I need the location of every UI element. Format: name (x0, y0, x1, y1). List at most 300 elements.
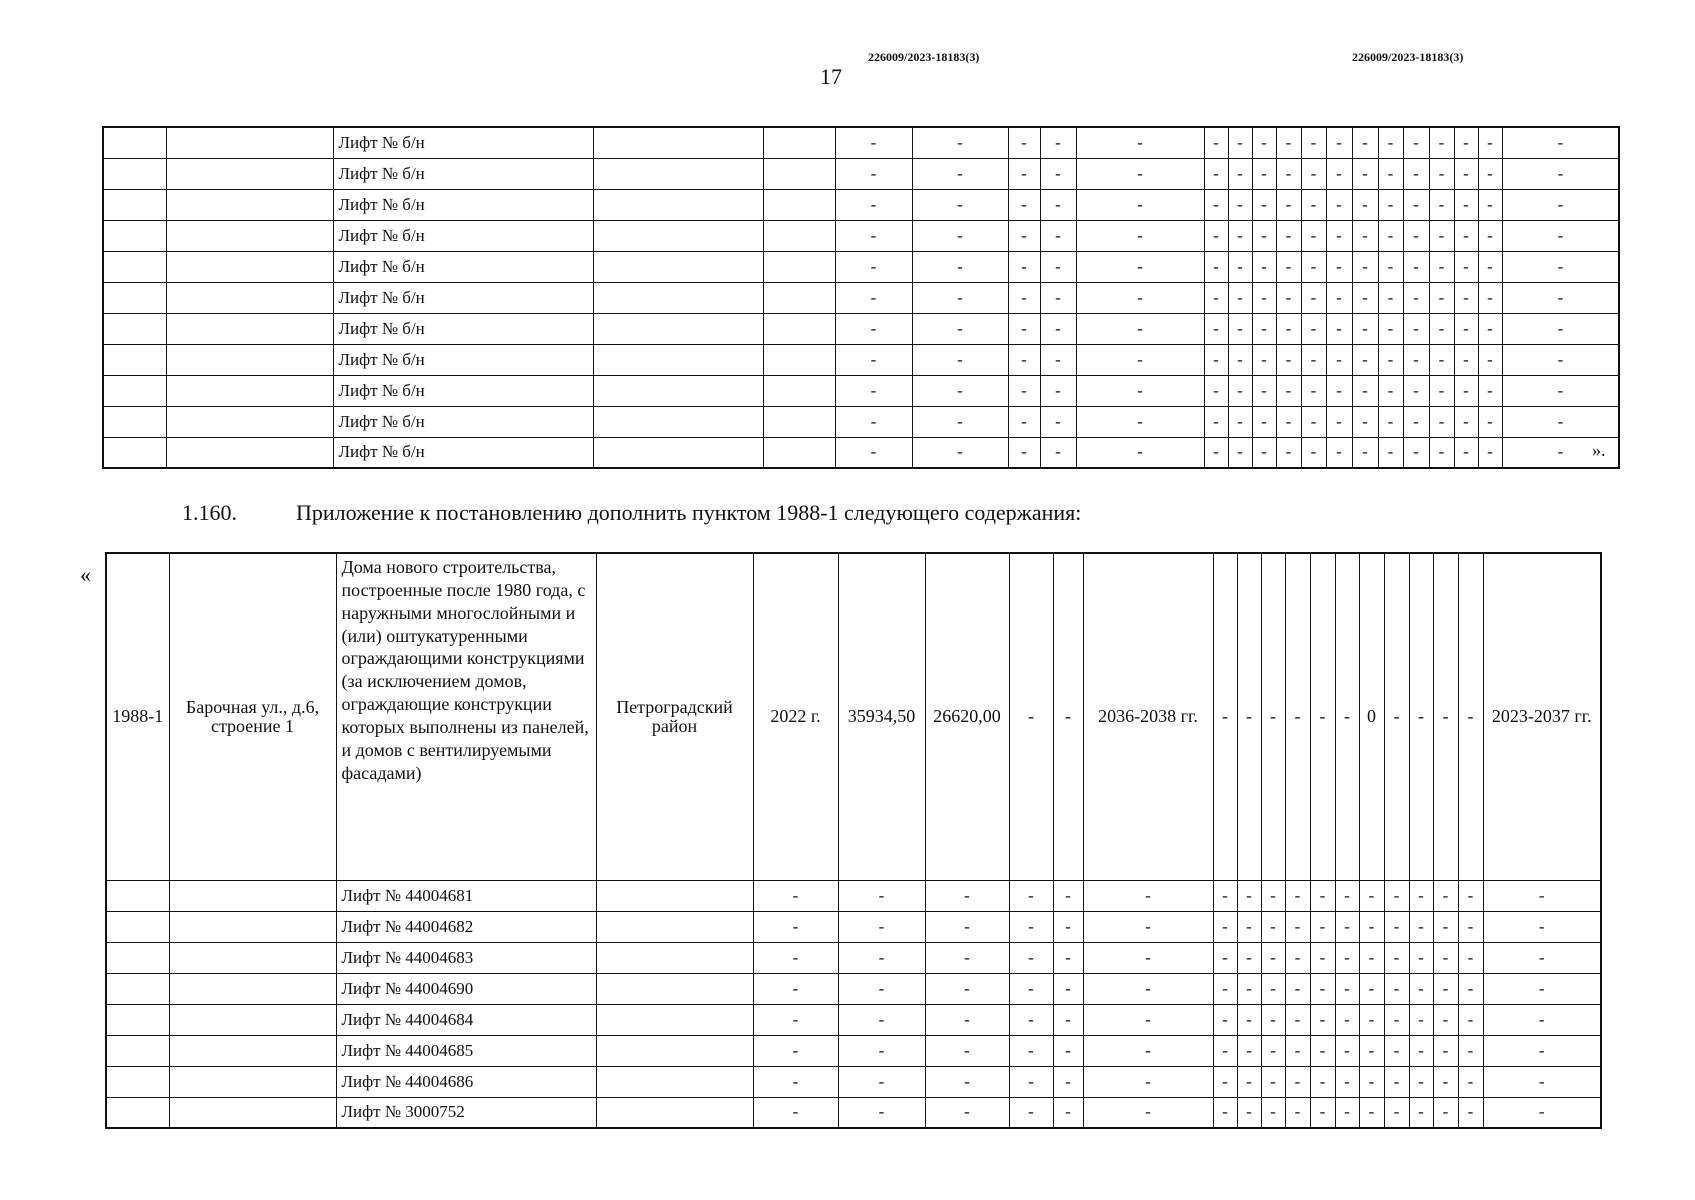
cell: - (1252, 158, 1276, 189)
cell: - (1008, 158, 1040, 189)
cell: - (1384, 1035, 1409, 1066)
cell: - (1213, 1066, 1237, 1097)
cell: - (1252, 375, 1276, 406)
cell: - (838, 942, 925, 973)
empty-cell (166, 344, 333, 375)
cell: - (1384, 973, 1409, 1004)
cell: - (1335, 973, 1359, 1004)
cell: - (1237, 1097, 1261, 1128)
cell: - (1228, 344, 1252, 375)
cell: - (1261, 942, 1285, 973)
cell: - (925, 942, 1009, 973)
cell: - (1359, 911, 1384, 942)
cell: - (1285, 1035, 1310, 1066)
cell: - (1378, 220, 1403, 251)
district: Петроградский район (596, 553, 753, 880)
cell: - (1228, 220, 1252, 251)
cell: - (1301, 282, 1326, 313)
cell: - (1352, 189, 1378, 220)
lift-name: Лифт № б/н (333, 344, 593, 375)
empty-cell (103, 344, 166, 375)
empty-cell (166, 282, 333, 313)
cell: - (1335, 911, 1359, 942)
cell: - (925, 880, 1009, 911)
cell: - (1285, 911, 1310, 942)
cell: - (1213, 1004, 1237, 1035)
cell: - (1335, 942, 1359, 973)
cell: - (1409, 942, 1433, 973)
cell: - (1228, 282, 1252, 313)
building-row (106, 553, 1601, 880)
cell: - (1237, 880, 1261, 911)
cell: - (1053, 911, 1083, 942)
cell: - (912, 406, 1008, 437)
cell (763, 251, 835, 282)
cell: - (1403, 189, 1429, 220)
cell: - (912, 375, 1008, 406)
cell: - (1478, 220, 1502, 251)
cell: - (1478, 282, 1502, 313)
cell: - (1378, 375, 1403, 406)
cell (596, 1097, 753, 1128)
cell: - (1384, 1097, 1409, 1128)
cell: - (1252, 437, 1276, 468)
cell: - (1483, 1066, 1601, 1097)
cell: - (1454, 406, 1478, 437)
cell: - (1237, 1004, 1261, 1035)
cell: - (1276, 313, 1301, 344)
table-row (103, 437, 1619, 468)
cell: - (1483, 1004, 1601, 1035)
cell: - (1276, 406, 1301, 437)
cell: - (1228, 375, 1252, 406)
cell: - (1076, 158, 1204, 189)
cell: - (1040, 313, 1076, 344)
cell: - (912, 282, 1008, 313)
cell: - (1352, 251, 1378, 282)
cell: - (1213, 1035, 1237, 1066)
lift-name: Лифт № б/н (333, 437, 593, 468)
cell: - (1204, 189, 1228, 220)
cell: - (1252, 220, 1276, 251)
cell: - (835, 220, 912, 251)
cell: - (1261, 1004, 1285, 1035)
cell: - (1433, 911, 1458, 942)
empty-cell (106, 1066, 169, 1097)
cell: - (1483, 1097, 1601, 1128)
cell: - (1429, 344, 1454, 375)
cell: - (1261, 1066, 1285, 1097)
empty-cell (103, 375, 166, 406)
cell: - (1403, 344, 1429, 375)
cell: - (1009, 1004, 1053, 1035)
cell: - (1008, 406, 1040, 437)
cell: - (1409, 1066, 1433, 1097)
cell: - (1276, 437, 1301, 468)
table-row (106, 911, 1601, 942)
lift-name: Лифт № 44004685 (336, 1035, 596, 1066)
cell: - (1378, 344, 1403, 375)
empty-cell (106, 942, 169, 973)
cell: - (1478, 251, 1502, 282)
empty-cell (103, 251, 166, 282)
cell: - (1008, 127, 1040, 158)
main-cell: 2022 г. (753, 553, 838, 880)
lift-name: Лифт № б/н (333, 282, 593, 313)
cell: - (753, 911, 838, 942)
main-cell: - (1009, 553, 1053, 880)
cell: - (1310, 942, 1335, 973)
cell: - (1483, 973, 1601, 1004)
cell (763, 375, 835, 406)
cell: - (838, 880, 925, 911)
cell: - (1478, 406, 1502, 437)
empty-cell (106, 880, 169, 911)
cell: - (753, 1066, 838, 1097)
empty-cell (106, 911, 169, 942)
cell: - (912, 220, 1008, 251)
cell (763, 313, 835, 344)
section-number: 1.160. (182, 500, 237, 525)
cell: - (1429, 251, 1454, 282)
cell: - (1261, 1035, 1285, 1066)
cell (596, 911, 753, 942)
cell (593, 220, 763, 251)
cell: - (1053, 1097, 1083, 1128)
cell: - (1310, 1035, 1335, 1066)
cell: - (1502, 127, 1619, 158)
cell (593, 158, 763, 189)
cell: - (753, 1004, 838, 1035)
cell: - (838, 1035, 925, 1066)
cell: - (1502, 220, 1619, 251)
cell: - (1040, 282, 1076, 313)
cell: - (1429, 127, 1454, 158)
cell: - (835, 344, 912, 375)
table-row (106, 973, 1601, 1004)
cell (596, 1004, 753, 1035)
cell: - (1502, 251, 1619, 282)
cell: - (1433, 942, 1458, 973)
cell: - (1040, 189, 1076, 220)
cell: - (1403, 282, 1429, 313)
cell: - (1228, 189, 1252, 220)
cell: - (1429, 282, 1454, 313)
cell: - (1076, 406, 1204, 437)
cell: - (1326, 251, 1352, 282)
main-cell: 2023-2037 гг. (1483, 553, 1601, 880)
cell: - (1053, 1035, 1083, 1066)
cell: - (1335, 1004, 1359, 1035)
cell: - (1301, 344, 1326, 375)
cell (593, 313, 763, 344)
lift-name: Лифт № 44004686 (336, 1066, 596, 1097)
cell: - (1378, 127, 1403, 158)
cell: - (1384, 1004, 1409, 1035)
main-cell: - (1261, 553, 1285, 880)
cell: - (753, 1097, 838, 1128)
cell: - (1409, 1097, 1433, 1128)
empty-cell (169, 1066, 336, 1097)
main-cell: - (1237, 553, 1261, 880)
cell: - (925, 973, 1009, 1004)
cell: - (1429, 220, 1454, 251)
cell: - (1228, 313, 1252, 344)
cell: - (1502, 158, 1619, 189)
cell: - (1228, 127, 1252, 158)
cell: - (1458, 1066, 1483, 1097)
main-cell: - (1458, 553, 1483, 880)
cell: - (1502, 437, 1619, 468)
opening-quote: « (80, 562, 91, 587)
lift-name: Лифт № б/н (333, 406, 593, 437)
address: Барочная ул., д.6, строение 1 (169, 553, 336, 880)
cell: - (1454, 344, 1478, 375)
cell: - (1433, 1066, 1458, 1097)
cell: - (1352, 313, 1378, 344)
cell: - (838, 911, 925, 942)
cell: - (835, 437, 912, 468)
empty-cell (169, 973, 336, 1004)
empty-cell (169, 880, 336, 911)
cell: - (1276, 344, 1301, 375)
cell: - (1008, 313, 1040, 344)
building-description: Дома нового строительства, построенные после 1980 года, с наружными многослойными и (или) оштукатуренными ограждающими конструкциями (за исключением домов, ограждающие конструкции которых выполнены из панелей, и домов с вентилируемыми фасадами) (336, 553, 596, 880)
table-row (103, 406, 1619, 437)
cell: - (1326, 282, 1352, 313)
cell: - (1213, 1097, 1237, 1128)
cell: - (1053, 1004, 1083, 1035)
cell: - (925, 911, 1009, 942)
table-row (103, 158, 1619, 189)
cell (593, 437, 763, 468)
cell: - (1429, 437, 1454, 468)
cell (763, 189, 835, 220)
cell: - (1378, 437, 1403, 468)
empty-cell (103, 158, 166, 189)
cell: - (1483, 942, 1601, 973)
cell: - (1040, 406, 1076, 437)
cell: - (1301, 127, 1326, 158)
cell: - (1378, 251, 1403, 282)
lift-name: Лифт № 44004684 (336, 1004, 596, 1035)
cell: - (1204, 127, 1228, 158)
empty-cell (166, 437, 333, 468)
cell: - (835, 375, 912, 406)
main-cell: 2036-2038 гг. (1083, 553, 1213, 880)
cell: - (1237, 1066, 1261, 1097)
lift-name: Лифт № 44004682 (336, 911, 596, 942)
cell: - (1384, 942, 1409, 973)
cell: - (1009, 1035, 1053, 1066)
table-row (103, 282, 1619, 313)
cell: - (925, 1097, 1009, 1128)
table-row (103, 251, 1619, 282)
cell: - (1008, 344, 1040, 375)
cell: - (1409, 1035, 1433, 1066)
lift-name: Лифт № 44004683 (336, 942, 596, 973)
cell: - (1403, 406, 1429, 437)
cell: - (835, 282, 912, 313)
main-cell: - (1433, 553, 1458, 880)
cell: - (912, 189, 1008, 220)
cell: - (1204, 158, 1228, 189)
cell: - (1261, 1097, 1285, 1128)
table-row (103, 220, 1619, 251)
cell: - (1008, 375, 1040, 406)
cell: - (912, 344, 1008, 375)
cell (596, 942, 753, 973)
cell: - (1352, 220, 1378, 251)
cell: - (753, 942, 838, 973)
cell (763, 282, 835, 313)
cell: - (1403, 437, 1429, 468)
cell: - (1053, 973, 1083, 1004)
cell: - (1301, 220, 1326, 251)
cell: - (1252, 251, 1276, 282)
cell: - (1053, 880, 1083, 911)
cell: - (1335, 1035, 1359, 1066)
cell: - (1276, 251, 1301, 282)
cell: - (1213, 942, 1237, 973)
empty-cell (166, 375, 333, 406)
empty-cell (169, 1004, 336, 1035)
empty-cell (106, 1004, 169, 1035)
lift-name: Лифт № 44004690 (336, 973, 596, 1004)
empty-cell (166, 251, 333, 282)
table-row (103, 344, 1619, 375)
lift-name: Лифт № б/н (333, 189, 593, 220)
cell: - (1310, 1097, 1335, 1128)
empty-cell (169, 1097, 336, 1128)
cell: - (1384, 880, 1409, 911)
cell: - (1204, 251, 1228, 282)
cell (763, 220, 835, 251)
cell: - (1326, 313, 1352, 344)
cell: - (1213, 880, 1237, 911)
cell: - (1403, 127, 1429, 158)
cell: - (1009, 942, 1053, 973)
cell: - (1454, 437, 1478, 468)
cell: - (1228, 251, 1252, 282)
cell: - (1326, 189, 1352, 220)
cell: - (1276, 158, 1301, 189)
main-cell: 0 (1359, 553, 1384, 880)
cell: - (912, 251, 1008, 282)
cell: - (1228, 406, 1252, 437)
cell: - (1352, 406, 1378, 437)
cell: - (1352, 282, 1378, 313)
cell: - (1458, 911, 1483, 942)
empty-cell (103, 313, 166, 344)
cell: - (1310, 973, 1335, 1004)
cell: - (1276, 127, 1301, 158)
lift-name: Лифт № б/н (333, 127, 593, 158)
cell: - (1454, 158, 1478, 189)
cell: - (1378, 282, 1403, 313)
cell: - (1009, 1097, 1053, 1128)
cell: - (1429, 158, 1454, 189)
cell: - (1502, 282, 1619, 313)
lifts-table-continued (102, 126, 1620, 469)
cell (593, 282, 763, 313)
cell: - (1252, 282, 1276, 313)
cell: - (1301, 158, 1326, 189)
cell: - (1483, 911, 1601, 942)
table-row (106, 1066, 1601, 1097)
cell (593, 251, 763, 282)
cell: - (1310, 1066, 1335, 1097)
cell: - (1053, 942, 1083, 973)
main-cell: 35934,50 (838, 553, 925, 880)
lift-name: Лифт № б/н (333, 220, 593, 251)
cell: - (1237, 942, 1261, 973)
cell: - (1310, 911, 1335, 942)
cell: - (1008, 251, 1040, 282)
cell (593, 375, 763, 406)
cell: - (1378, 406, 1403, 437)
empty-cell (103, 437, 166, 468)
cell (763, 344, 835, 375)
cell: - (1483, 1035, 1601, 1066)
cell: - (1502, 189, 1619, 220)
cell: - (835, 406, 912, 437)
cell: - (1326, 127, 1352, 158)
cell: - (1204, 406, 1228, 437)
cell: - (1378, 189, 1403, 220)
empty-cell (166, 406, 333, 437)
cell: - (1429, 313, 1454, 344)
cell (763, 437, 835, 468)
cell: - (1335, 880, 1359, 911)
main-cell: - (1053, 553, 1083, 880)
cell: - (1040, 251, 1076, 282)
cell: - (925, 1035, 1009, 1066)
lift-name: Лифт № б/н (333, 375, 593, 406)
cell: - (1433, 973, 1458, 1004)
cell: - (1301, 375, 1326, 406)
cell: - (1352, 158, 1378, 189)
table-row (103, 127, 1619, 158)
cell: - (1433, 880, 1458, 911)
cell: - (1285, 1066, 1310, 1097)
cell: - (838, 1097, 925, 1128)
cell: - (1228, 437, 1252, 468)
cell: - (1454, 282, 1478, 313)
cell: - (1076, 251, 1204, 282)
main-cell: - (1213, 553, 1237, 880)
cell: - (1204, 313, 1228, 344)
cell: - (1478, 375, 1502, 406)
cell: - (1326, 344, 1352, 375)
cell: - (1310, 880, 1335, 911)
cell (596, 880, 753, 911)
cell: - (1083, 973, 1213, 1004)
cell: - (1429, 406, 1454, 437)
empty-cell (106, 1097, 169, 1128)
cell: - (1301, 251, 1326, 282)
cell: - (1433, 1097, 1458, 1128)
cell (593, 344, 763, 375)
cell: - (1359, 1097, 1384, 1128)
empty-cell (169, 911, 336, 942)
cell: - (1276, 189, 1301, 220)
cell: - (1204, 375, 1228, 406)
table-row (103, 375, 1619, 406)
cell: - (1040, 158, 1076, 189)
main-cell: - (1310, 553, 1335, 880)
empty-cell (166, 127, 333, 158)
